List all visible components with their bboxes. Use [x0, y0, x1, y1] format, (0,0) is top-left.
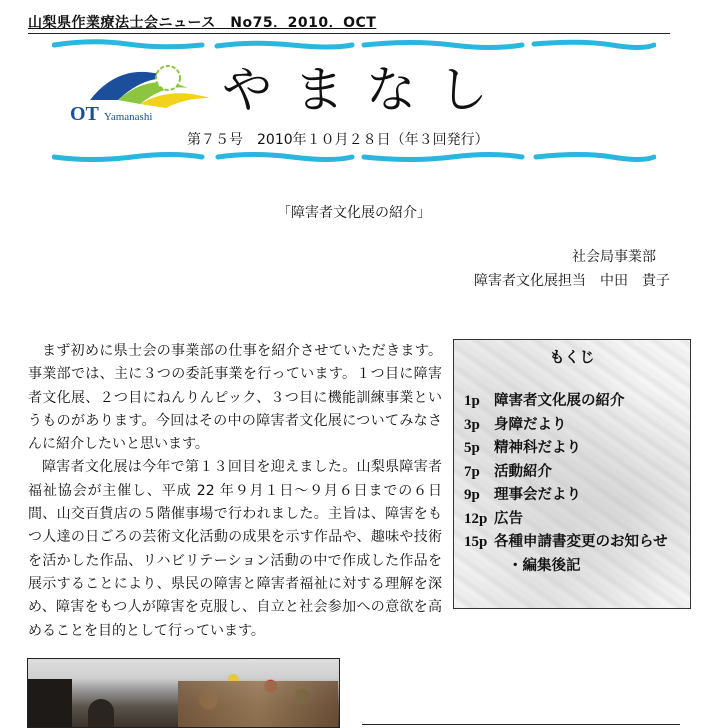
caption-rule [362, 724, 680, 725]
author-role: 障害者文化展担当 [474, 273, 586, 289]
toc-label: 精神科だより [494, 440, 581, 456]
toc-label: ・編集後記 [508, 557, 581, 574]
toc-page: 1p [464, 393, 480, 409]
toc-item[interactable] [464, 461, 668, 485]
exhibition-photo [27, 658, 340, 728]
photo-artwork-panel [178, 681, 338, 728]
toc-label: 身障だより [494, 416, 567, 433]
toc-label: 活動紹介 [494, 463, 552, 480]
author-department: 社会局事業部 [572, 249, 656, 265]
top-wave-divider [52, 38, 656, 52]
table-of-contents [453, 339, 691, 609]
article-body [28, 340, 442, 643]
toc-label: 理事会だより [494, 487, 581, 503]
toc-item[interactable] [464, 508, 668, 532]
photo-visitor [88, 699, 114, 728]
toc-page: 7p [464, 463, 480, 480]
toc-page: 15p [464, 534, 488, 550]
ot-yamanashi-logo [70, 60, 220, 122]
masthead-title: やまなし [222, 61, 510, 119]
bottom-wave-divider [52, 150, 656, 164]
logo-place-text: Yamanashi [104, 111, 153, 122]
toc-label: 各種申請書変更のお知らせ [494, 534, 668, 550]
toc-label: 障害者文化展の紹介 [494, 393, 625, 409]
logo-ot-text: OT [70, 103, 99, 122]
newsletter-header: 山梨県作業療法士会ニュース No75．2010．OCT [28, 12, 670, 34]
toc-page: 5p [464, 440, 480, 456]
toc-item[interactable] [464, 437, 668, 461]
toc-item[interactable] [464, 484, 668, 508]
toc-title: もくじ [549, 348, 595, 366]
toc-page: 9p [464, 487, 480, 503]
body-paragraph: まず初めに県士会の事業部の仕事を紹介させていただきます。事業部では、主に３つの委託事業を行っています。１つ目に障害者文化展、２つ目にねんりんピック、３つ目に機能訓練事業というものがあります。今回はその中の障害者文化展についてみなさんに紹介したいと思います。 [28, 343, 442, 453]
author-name: 中田 貴子 [600, 273, 670, 289]
toc-item[interactable] [464, 390, 668, 414]
toc-item[interactable] [464, 531, 668, 555]
toc-page: 3p [464, 416, 480, 433]
body-paragraph: 障害者文化展は今年で第１３回目を迎えました。山梨県障害者福祉協会が主催し、平成 22 年９月１日〜９月６日までの６日間、山交百貨店の５階催事場で行われました。主旨は、障害をもつ人達の日ごろの芸術文化活動の成果を示す作品や、趣味や技術を活かした作品、リハビリテーション活動の中で作成した作品を展示することにより、県民の障害と障害者福祉に対する理解を深め、障害をもつ人が障害を克服し、自立と社会参加への意欲を高めることを目的として行っています。 [28, 459, 442, 639]
issue-line: 第７５号 2010年１０月２８日（年３回発行） [187, 132, 489, 148]
article-title: 「障害者文化展の紹介」 [277, 205, 431, 221]
toc-label: 広告 [494, 510, 523, 527]
author-line [474, 270, 670, 290]
toc-page: 12p [464, 510, 488, 527]
toc-item[interactable] [464, 555, 668, 579]
toc-item[interactable] [464, 414, 668, 438]
photo-shadow-area [28, 679, 72, 728]
